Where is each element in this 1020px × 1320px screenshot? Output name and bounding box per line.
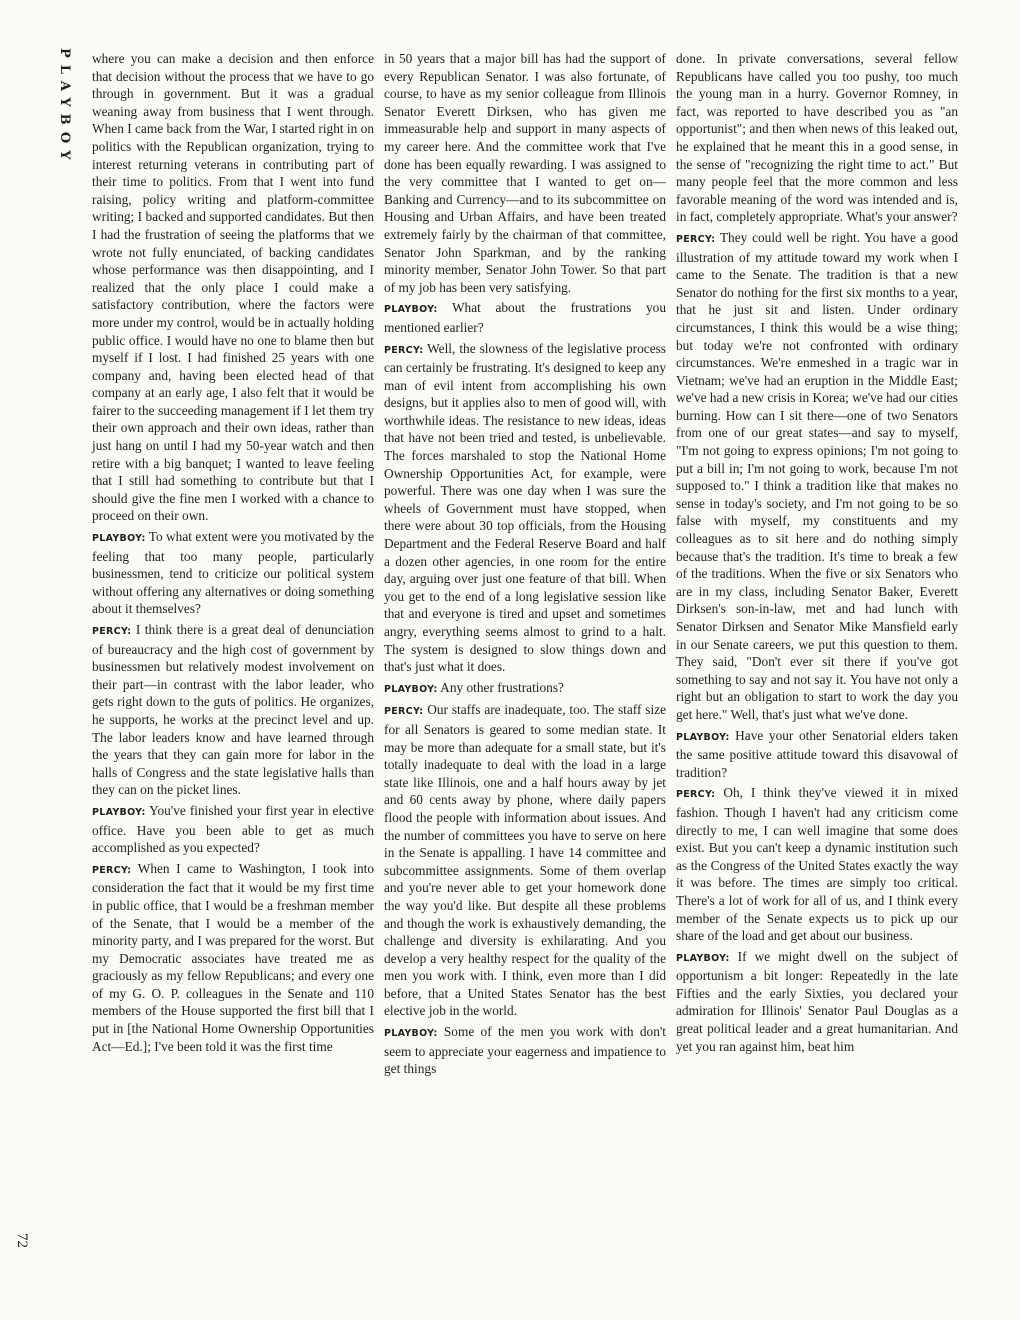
speaker-label: PERCY: [92,864,132,876]
paragraph-text: Well, the slowness of the legislative process can certainly be frustrating. It's designed to keep any man of evil intent from accomplishing his own designs, but it applies also to men of good will, with worthwhile ideas. The resistance to new ideas, ideas that have not been tried and tested, is unbelievable. The forces marshaled to stop the National Home Ownership Opportunities Act, for example, were powerful. There was one day when I was sure the wheels of Government must have stopped, when there were about 30 top officials, from the Housing Department and the Federal Reserve Board and half a dozen other agencies, in one room for the entire day, arguing over just one feature of that bill. When you get to the end of a long legislative session like that and everyone is tired and upset and sometimes angry, everything seems almost to grind to a halt. The system is designed to slow things down and that's just what it does. [384,340,666,675]
paragraph [384,701,666,1020]
paragraph-text: Some of the men you work with don't seem to appreciate your eagerness and impatience to get things [384,1024,666,1077]
paragraph-text: where you can make a decision and then enforce that decision without the process that we have to go through in government. But it was a gradual weaning away from business that I went through. When I came back from the War, I started right in on politics with the Republican organization, trying to interest returning veterans in contributing part of their time to politics. From that I went into fund raising, policy writing and platform-committee writing; I backed and supported candidates. But then I had the frustration of seeing the platforms that we wrote not fully enunciated, of backing candidates whose performance was then disappointing, and I realized that the only place I could make a satisfactory contribution, where the factors were more under my control, would be in actually holding public office. I would have no one to blame then but myself if I lost. I had finished 25 years with one company and, having been elected head of that company at an early age, I also felt that it would be fairer to the succeeding management if I let them try their own approach and their own ideas, rather than just hang on until I had my 50-year watch and then retire with a big banquet; I wanted to leave feeling that I still had something to contribute but that I should give the fine men I worked with a chance to proceed on their own. [92,51,375,524]
paragraph-text: What about the frustrations you mentioned earlier? [384,300,666,335]
paragraph [384,299,666,336]
speaker-label: PERCY: [92,626,132,637]
speaker-label: PLAYBOY: [384,683,438,695]
paragraph [92,621,374,799]
paragraph [92,802,374,857]
speaker-label: PERCY: [384,344,424,356]
paragraph-text: If we might dwell on the subject of opportunism a bit longer: Repeatedly in the late Fifties and the early Sixties, you declared your admiration for Illinois' Senator Paul Douglas as a great political leader and a great humanitarian. And yet you ran against him, beat him [676,948,958,1054]
speaker-label: PLAYBOY: [676,952,730,964]
paragraph [384,679,666,699]
speaker-label: PERCY: [384,706,424,718]
paragraph-text: Have your other Senatorial elders taken the same positive attitude toward this disavowal of tradition? [676,727,958,780]
speaker-label: PLAYBOY: [92,806,146,818]
paragraph-text: To what extent were you motivated by the feeling that too many people, particularly businessmen, tend to criticize our political system without offering any alternatives or doing something about it themselves? [92,529,374,617]
speaker-label: PERCY: [676,789,716,801]
column-3 [676,50,958,1058]
speaker-label: PLAYBOY: [384,304,438,316]
paragraph-text: done. In private conversations, several fellow Republicans have called you too pushy, too much the young man in a hurry. Governor Romney, in fact, was reported to have described you as "an opportunist"; and then when news of this leaked out, he explained that he meant this in a good sense, in the sense of "recognizing the right time to act." But many people feel that the more common and less favorable meaning of the word was intended and is, in fact, completely appropriate. What's your answer? [676,51,958,225]
masthead: PLAYBOY [57,48,72,167]
paragraph [676,50,958,226]
paragraph-text: Any other frustrations? [437,679,564,695]
speaker-label: PERCY: [676,233,716,245]
paragraph [676,727,958,782]
paragraph-text: Our staffs are inadequate, too. The staff size for all Senators is geared to some median state. It may be more than adequate for a small state, but it's totally inadequate to deal with the load in a large state like Illinois, one and a half hours away by jet and 60 cents away by phone, where daily papers flood the people with information about issues. And the number of committees you have to serve on here in the Senate is appalling. I have 14 committee and subcommittee assignments. Some of them overlap and you're never able to get your homework done the way you'd like. But despite all these problems and though the work is exhaustively demanding, the challenge and diversity is exhilarating. And you develop a very healthy respect for the quality of the men you work with. I think, even more than I did before, that a United States Senator has the best elective job in the world. [384,702,666,1019]
speaker-label: PLAYBOY: [676,731,730,743]
speaker-label: PLAYBOY: [92,533,146,545]
paragraph-text: Oh, I think they've viewed it in mixed fashion. Though I haven't had any criticism come directly to me, I can well imagine that some does exist. But you can't keep a dynamic institution such as the Congress of the United States exactly the way it was before. The times are simply too critical. There's a lot of work for all of us, and I think every member of the Senate expects us to pick up our share of the load and get about our business. [676,785,958,944]
paragraph [384,340,666,676]
speaker-label: PLAYBOY: [384,1028,438,1040]
paragraph-text: You've finished your first year in elective office. Have you been able to get as much accomplished as you expected? [92,802,374,856]
paragraph [92,860,374,1056]
column-2 [384,50,666,1081]
column-1 [92,50,374,1058]
paragraph-text: When I came to Washington, I took into consideration the fact that it would be my first time in public office, that I would be a freshman member of the Senate, that I would be a member of the minority party, and I was prepared for the worst. But my Democratic associates have treated me as graciously as my fellow Republicans; and every one of my G. O. P. colleagues in the Senate and 110 members of the House supported the first bill that I put in [the National Home Ownership Opportunities Act—Ed.]; I've been told it was the first time [92,860,374,1054]
paragraph [92,50,374,525]
paragraph-text: They could well be right. You have a good illustration of my attitude toward my work when I came to the Senate. The tradition is that a new Senator do nothing for the first six months to a year, that he just sit and listen. Under ordinary circumstances, I think this would be a wise thing; but today we're not confronted with ordinary circumstances. We're enmeshed in a tragic war in Vietnam; we've had an eruption in the Middle East; we've had a new crisis in Korea; we've had our cities burning. How can I sit there—one of two Senators from one of our great states—and say to myself, "I'm not going to express opinions; I'm not going to put a bill in; I'm not going to work, because I'm not supposed to." I think a tradition like that makes no sense in today's society, and I'm not going to be so false with myself, my constituents and my colleagues as to sit here and do nothing simply because that's the tradition. It's time to break a few of the traditions. When the five or six Senators who are in my class, including Senator Baker, Everett Dirksen's son-in-law, met and had lunch with Senator Dirksen and Senator Mike Mansfield early in our Senate careers, we put this question to them. They said, "Don't ever sit there if you've got something to say and not say it. You have not only a right but an obligation to start to work the day you get here." Well, that's just what we've done. [676,229,958,722]
paragraph [384,1023,666,1078]
paragraph-text: I think there is a great deal of denunciation of bureaucracy and the high cost of government by businessmen but relatively modest involvement on their part—in contrast with the labor leader, who gets right down to the guts of politics. He organizes, he supports, he works at the precinct level and up. The labor leaders know and have learned through the years that they can gain more for labor in the halls of Congress and the state legislative halls than they can on the picket lines. [92,622,374,798]
paragraph [676,784,958,944]
page-number: 72 [14,1233,30,1248]
paragraph [92,528,374,618]
paragraph [384,50,666,296]
paragraph [676,229,958,724]
paragraph [676,948,958,1056]
paragraph-text: in 50 years that a major bill has had the support of every Republican Senator. I was also fortunate, of course, to have as my senior colleague from Illinois Senator Everett Dirksen, who has given me immeasurable help and support in many aspects of my career here. And the committee work that I've done has been equally rewarding. I was assigned to the very committee that I wanted to get on—Banking and Currency—and to its subcommittee on Housing and Urban Affairs, and have been treated extremely fairly by the chairman of that committee, Senator John Sparkman, and by the ranking minority member, Senator John Tower. So that part of my job has been very satisfying. [384,51,666,295]
